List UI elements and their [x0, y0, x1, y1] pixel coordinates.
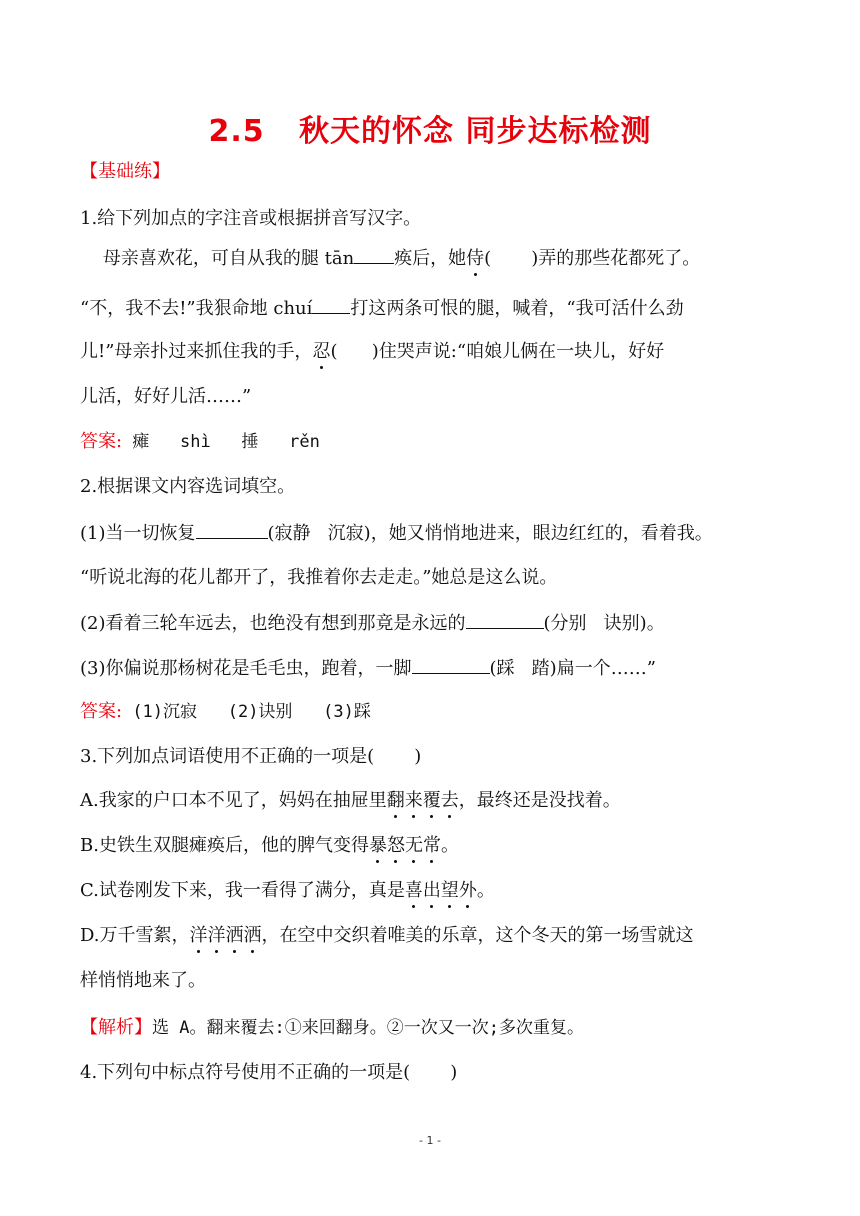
q3-stem: 3.下列加点词语使用不正确的一项是( ) — [80, 746, 422, 767]
q3-option-b — [80, 834, 459, 858]
answer-label: 答案: — [80, 431, 123, 452]
q2-item-1 — [80, 520, 713, 546]
q2-text: (踩 踏)扁一个……” — [489, 658, 656, 679]
option-text: ，最终还是没找着。 — [458, 790, 621, 811]
q1-text: “不，我不去!”我狠命地 chuí — [80, 298, 313, 319]
option-text: 。 — [440, 835, 459, 856]
q2-text: (1)当一切恢复 — [80, 523, 196, 544]
q2-text: (3)你偏说那杨树花是毛毛虫，跑着，一脚 — [80, 658, 412, 679]
option-text: A.我家的户口本不见了，妈妈在抽屉里 — [80, 790, 387, 811]
option-text: B.史铁生双腿瘫痪后，他的脾气变得 — [80, 835, 369, 856]
answer-label: 答案: — [80, 701, 123, 722]
q2-item-3 — [80, 655, 656, 681]
q3-option-d — [80, 924, 694, 948]
dotted-character: 暴 — [368, 835, 387, 856]
q2-text: (寂静 沉寂)，她又悄悄地进来，眼边红红的，看着我。 — [267, 523, 713, 544]
q1-answer — [80, 430, 320, 454]
dotted-character: 洒 — [243, 925, 262, 946]
q2-item-2 — [80, 610, 665, 636]
q1-para-line-1 — [80, 245, 700, 271]
dotted-character: 洋 — [189, 925, 208, 946]
answer-text: 瘫 shì 捶 rěn — [122, 432, 320, 452]
page-title: 2.5 秋天的怀念 同步达标检测 — [208, 114, 652, 149]
fill-blank — [466, 610, 544, 629]
dotted-character: 洒 — [225, 925, 244, 946]
q2-answer — [80, 700, 371, 724]
analysis-text: 选 A。翻来覆去:①来回翻身。②一次又一次;多次重复。 — [152, 1018, 584, 1038]
q1-text: 儿!”母亲扑过来抓住我的手， — [80, 341, 313, 362]
dotted-phrase — [405, 880, 477, 901]
page-number: - 1 - — [419, 1134, 441, 1147]
option-text: D.万千雪絮， — [80, 925, 190, 946]
dotted-phrase — [190, 925, 262, 946]
section-label-basic: 【基础练】 — [80, 161, 170, 182]
q1-text: 痪后，她 — [394, 248, 467, 269]
dotted-character: 侍 — [466, 248, 485, 269]
fill-blank — [412, 655, 490, 674]
q1-para-line-4: 儿活，好好儿活……” — [80, 386, 252, 407]
dotted-character: 出 — [422, 880, 441, 901]
answer-text: (1)沉寂 (2)诀别 (3)踩 — [122, 702, 371, 722]
q3-option-c — [80, 879, 495, 903]
dotted-character: 翻 — [386, 790, 405, 811]
dotted-phrase — [387, 790, 459, 811]
q1-text: ( )住哭声说:“咱娘儿俩在一块儿，好好 — [330, 341, 665, 362]
q3-option-a — [80, 789, 621, 813]
fill-blank — [196, 520, 268, 539]
q2-stem: 2.根据课文内容选词填空。 — [80, 476, 296, 497]
fill-blank — [312, 295, 350, 314]
dotted-character: 外 — [458, 880, 477, 901]
option-text: C.试卷刚发下来，我一看得了满分，真是 — [80, 880, 405, 901]
option-text: ，在空中交织着唯美的乐章，这个冬天的第一场雪就这 — [261, 925, 694, 946]
q2-item-1-cont: “听说北海的花儿都开了，我推着你去走走。”她总是这么说。 — [80, 567, 558, 588]
dotted-character: 覆 — [422, 790, 441, 811]
q1-stem: 1.给下列加点的字注音或根据拼音写汉字。 — [80, 208, 422, 229]
q3-option-d-cont: 样悄悄地来了。 — [80, 970, 206, 991]
q1-para-line-2 — [80, 295, 684, 321]
dotted-character: 来 — [404, 790, 423, 811]
q1-text: 母亲喜欢花，可自从我的腿 tān — [80, 248, 355, 269]
dotted-character: 望 — [440, 880, 459, 901]
dotted-character: 常 — [422, 835, 441, 856]
q1-text: 打这两条可恨的腿，喊着，“我可活什么劲 — [350, 298, 684, 319]
dotted-character: 洋 — [207, 925, 226, 946]
dotted-character: 无 — [404, 835, 423, 856]
fill-blank — [354, 245, 394, 264]
analysis-label: 【解析】 — [80, 1017, 152, 1038]
q1-text: ( )弄的那些花都死了。 — [484, 248, 701, 269]
q2-text: (2)看着三轮车远去，也绝没有想到那竟是永远的 — [80, 613, 466, 634]
dotted-character: 怒 — [386, 835, 405, 856]
q4-stem: 4.下列句中标点符号使用不正确的一项是( ) — [80, 1062, 458, 1083]
dotted-character: 去 — [440, 790, 459, 811]
dotted-phrase — [369, 835, 441, 856]
dotted-character: 忍 — [312, 341, 331, 362]
q2-text: (分别 诀别)。 — [543, 613, 665, 634]
dotted-character: 喜 — [404, 880, 423, 901]
q1-para-line-3 — [80, 340, 664, 364]
option-text: 。 — [476, 880, 495, 901]
q3-analysis — [80, 1016, 584, 1040]
